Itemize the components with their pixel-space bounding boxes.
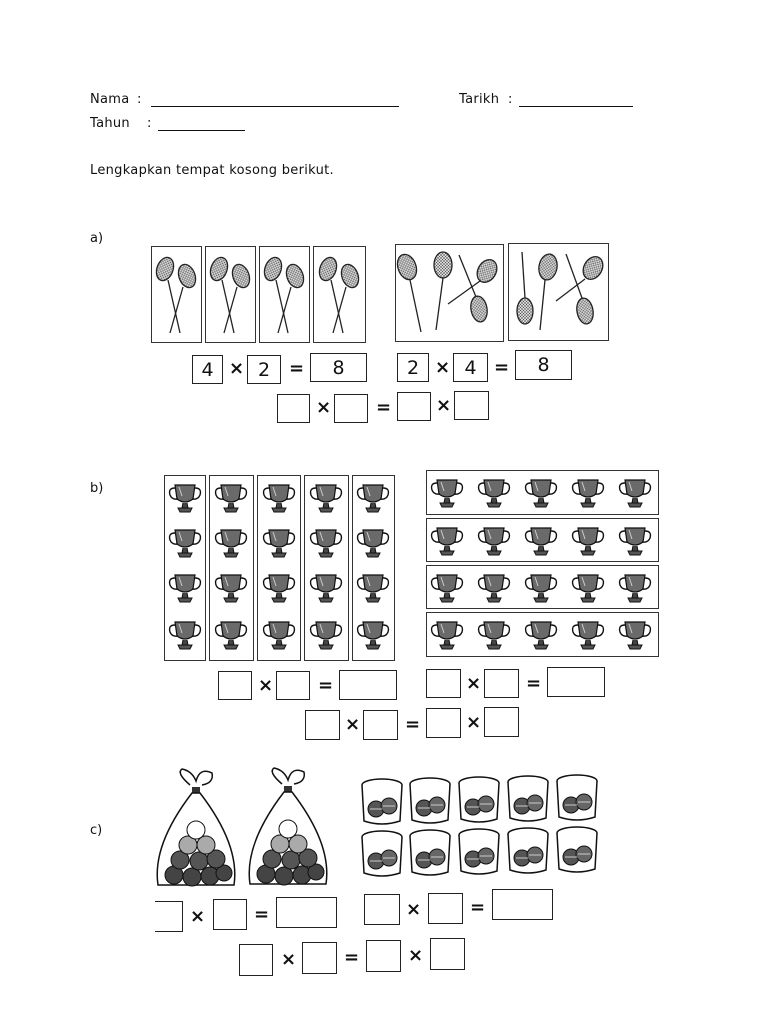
answer-box-c1-factor1[interactable]	[155, 901, 183, 932]
times-sign: ×	[345, 714, 361, 735]
equals-sign: =	[526, 673, 542, 694]
answer-box-c2-factor1[interactable]	[364, 894, 400, 925]
answer-box-a2-result[interactable]: 8	[515, 350, 572, 380]
tahun-colon: :	[147, 116, 152, 131]
equals-sign: =	[344, 947, 360, 968]
tarikh-label: Tarikh	[459, 92, 500, 107]
question-a-label: a)	[90, 231, 104, 246]
answer-box-a1-factor1[interactable]: 4	[192, 355, 223, 384]
equals-sign: =	[494, 357, 510, 378]
answer-box-c3-4[interactable]	[430, 938, 465, 970]
instruction: Lengkapkan tempat kosong berikut.	[90, 163, 334, 178]
times-sign: ×	[435, 357, 451, 378]
answer-box-c3-2[interactable]	[302, 942, 337, 974]
equals-sign: =	[376, 397, 392, 418]
nama-colon: :	[137, 92, 142, 107]
answer-box-a1-factor2[interactable]: 2	[247, 355, 281, 384]
times-sign: ×	[406, 899, 422, 920]
equals-sign: =	[289, 358, 305, 379]
answer-box-c3-3[interactable]	[366, 940, 401, 972]
times-sign: ×	[281, 949, 297, 970]
times-sign: ×	[408, 945, 424, 966]
times-sign: ×	[466, 673, 482, 694]
answer-box-a2-factor1[interactable]: 2	[397, 353, 429, 382]
answer-box-c1-result[interactable]	[276, 897, 337, 928]
times-sign: ×	[466, 712, 482, 733]
equals-sign: =	[470, 897, 486, 918]
times-sign: ×	[316, 397, 332, 418]
times-sign: ×	[436, 395, 452, 416]
question-c-label: c)	[90, 823, 103, 838]
answer-box-c2-factor2[interactable]	[428, 893, 463, 924]
question-b-label: b)	[90, 481, 104, 496]
answer-box-a2-factor2[interactable]: 4	[453, 353, 488, 382]
equals-sign: =	[254, 904, 270, 925]
answer-box-c1-factor2[interactable]	[213, 899, 247, 930]
answer-box-c3-1[interactable]	[239, 944, 273, 976]
times-sign: ×	[190, 906, 206, 927]
tarikh-colon: :	[508, 92, 513, 107]
nama-label: Nama	[90, 92, 130, 107]
equals-sign: =	[318, 675, 334, 696]
equals-sign: =	[405, 714, 421, 735]
tahun-label: Tahun	[90, 116, 130, 131]
answer-box-a1-result[interactable]: 8	[310, 353, 367, 382]
answer-box-c2-result[interactable]	[492, 889, 553, 920]
times-sign: ×	[258, 675, 274, 696]
times-sign: ×	[229, 358, 245, 379]
